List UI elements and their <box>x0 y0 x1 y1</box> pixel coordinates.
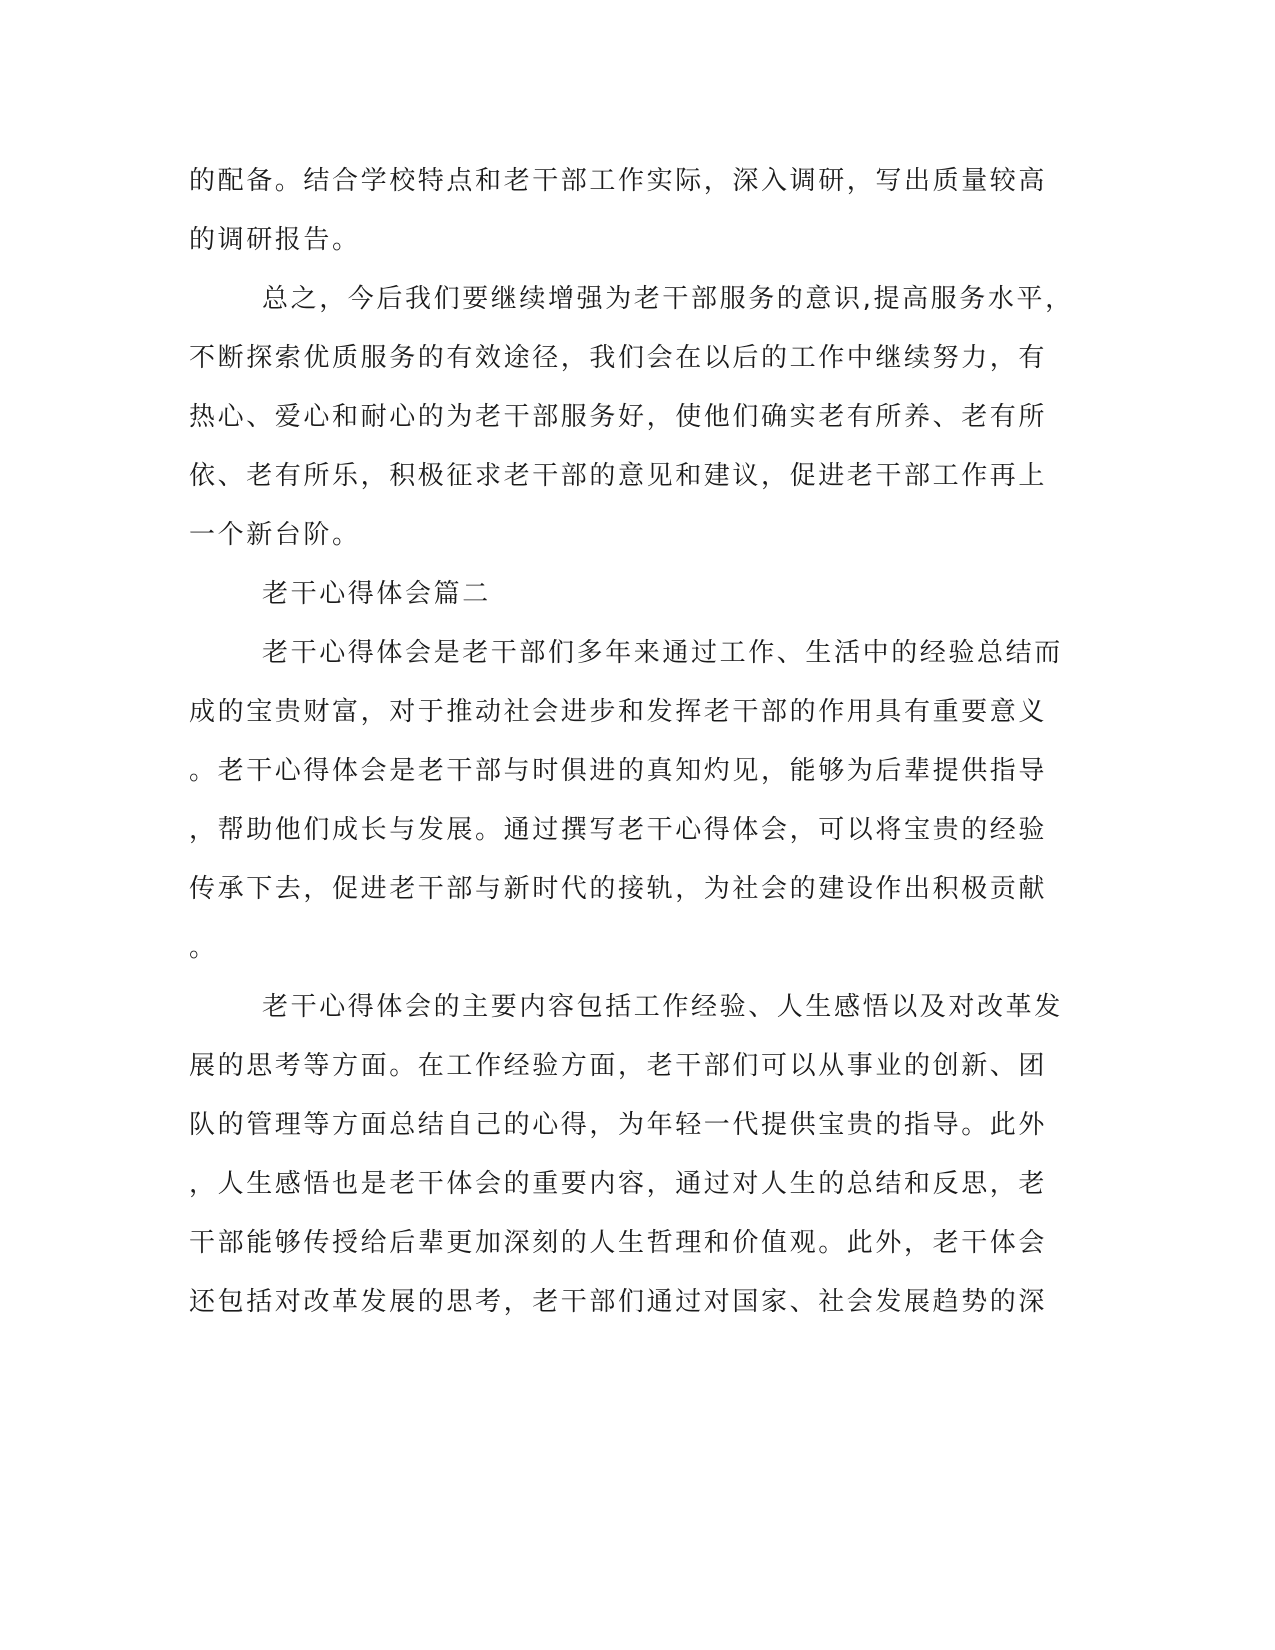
text-line-19: 干部能够传授给后辈更加深刻的人生哲理和价值观。此外，老干体会 <box>189 1228 1048 1258</box>
text-line-7: 一个新台阶。 <box>189 520 361 550</box>
text-line-3: 总之，今后我们要继续增强为老干部服务的意识,提高服务水平， <box>262 284 1074 314</box>
text-line-6: 依、老有所乐，积极征求老干部的意见和建议，促进老干部工作再上 <box>189 461 1048 491</box>
text-line-2: 的调研报告。 <box>189 225 361 255</box>
text-line-14: 。 <box>189 933 218 963</box>
text-line-13: 传承下去，促进老干部与新时代的接轨，为社会的建设作出积极贡献 <box>189 874 1048 904</box>
text-line-5: 热心、爱心和耐心的为老干部服务好，使他们确实老有所养、老有所 <box>189 402 1048 432</box>
text-line-9: 老干心得体会是老干部们多年来通过工作、生活中的经验总结而 <box>262 638 1063 668</box>
text-line-10: 成的宝贵财富，对于推动社会进步和发挥老干部的作用具有重要意义 <box>189 697 1048 727</box>
text-line-16: 展的思考等方面。在工作经验方面，老干部们可以从事业的创新、团 <box>189 1051 1048 1081</box>
text-line-17: 队的管理等方面总结自己的心得，为年轻一代提供宝贵的指导。此外 <box>189 1110 1048 1140</box>
text-line-1: 的配备。结合学校特点和老干部工作实际，深入调研，写出质量较高 <box>189 166 1048 196</box>
section-heading: 老干心得体会篇二 <box>262 579 491 609</box>
text-line-18: ，人生感悟也是老干体会的重要内容，通过对人生的总结和反思，老 <box>189 1169 1048 1199</box>
text-line-20: 还包括对改革发展的思考，老干部们通过对国家、社会发展趋势的深 <box>189 1287 1048 1317</box>
text-line-15: 老干心得体会的主要内容包括工作经验、人生感悟以及对改革发 <box>262 992 1063 1022</box>
text-line-12: ，帮助他们成长与发展。通过撰写老干心得体会，可以将宝贵的经验 <box>189 815 1048 845</box>
text-line-11: 。老干心得体会是老干部与时俱进的真知灼见，能够为后辈提供指导 <box>189 756 1048 786</box>
text-line-4: 不断探索优质服务的有效途径，我们会在以后的工作中继续努力，有 <box>189 343 1048 373</box>
